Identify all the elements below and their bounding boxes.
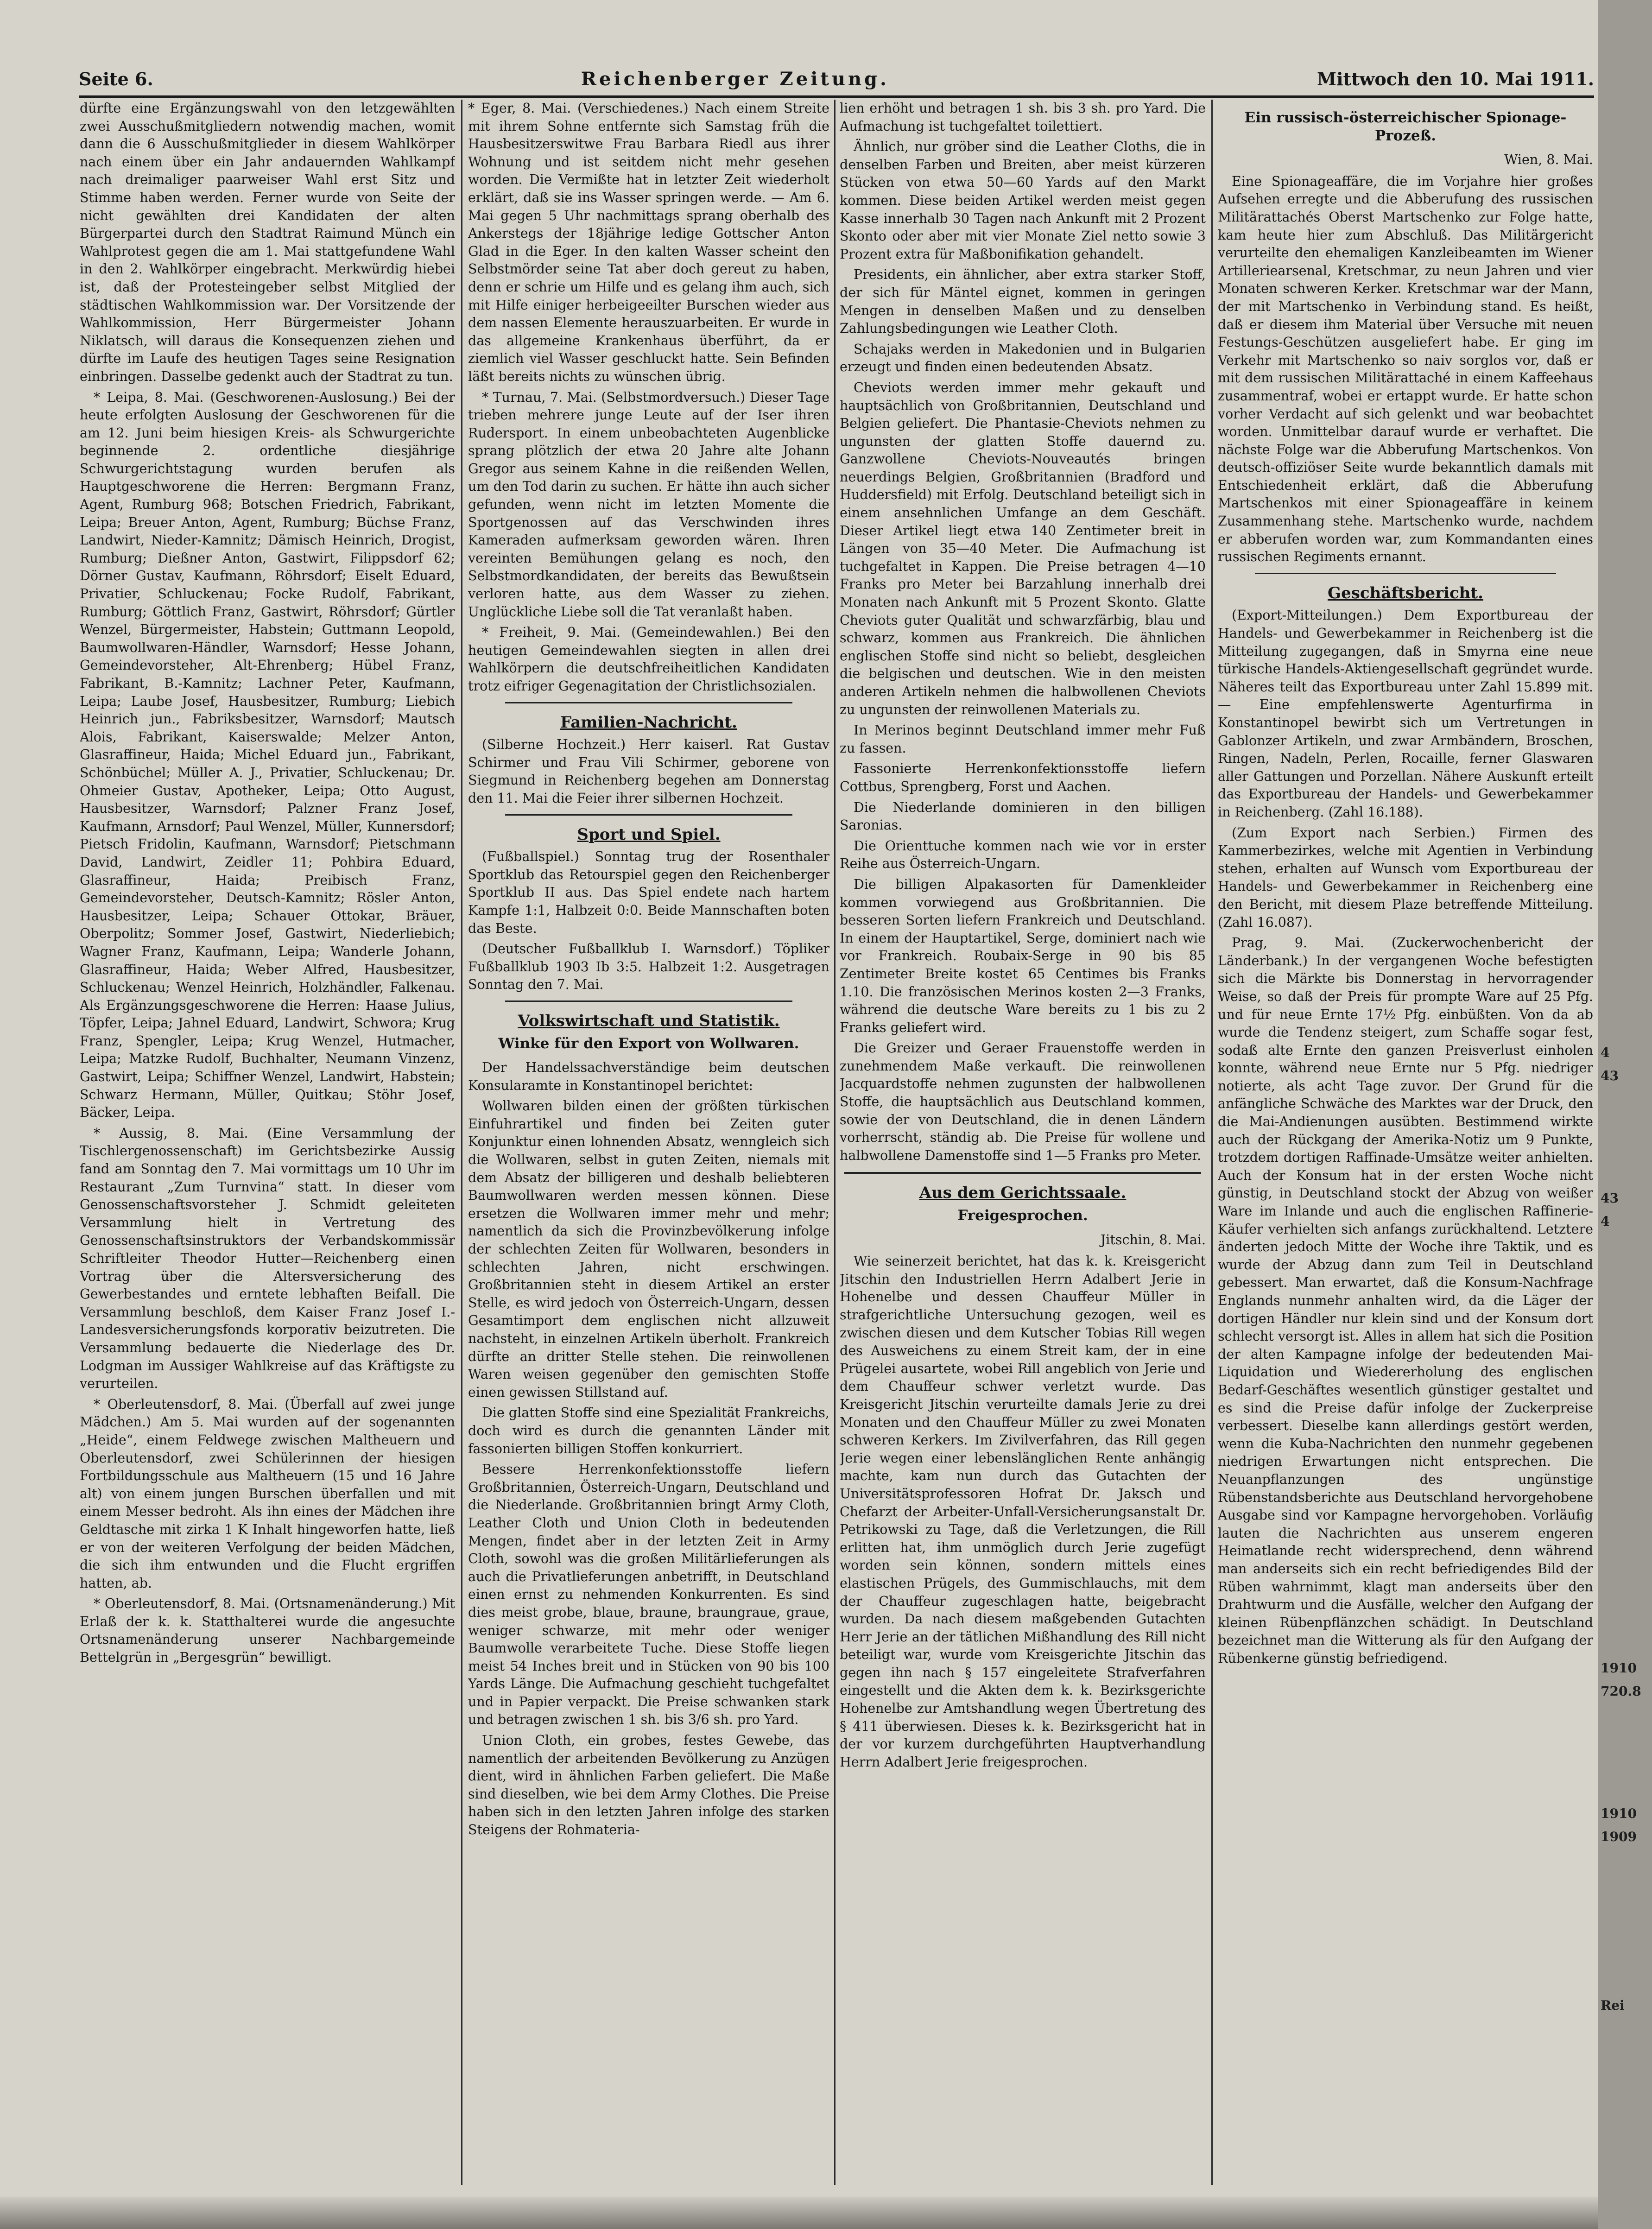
section-rule [844, 1172, 1201, 1174]
section-rule [1255, 573, 1556, 574]
article-paragraph: * Turnau, 7. Mai. (Selbstmordversuch.) Dieser Tage trieben mehrere junge Leute auf der Iser ihren Rudersport. In einem unbeobachteten Augenblicke sprang plötzlich der etwa 20 Jahre alte Johann Gregor aus seinem Kahne in die reißenden Wellen, um den Tod darin zu suchen. Er hätte ihn auch sicher gefunden, wenn nicht im letzten Momente die Sportgenossen auf das Verschwinden ihres Kameraden aufmerksam geworden wären. Ihren vereinten Bemühungen gelang es noch, den Selbstmordkandidaten, der bereits das Bewußtsein verloren hatte, aus dem Wasser zu ziehen. Unglückliche Liebe soll die Tat veranlaßt haben. [468, 389, 829, 620]
article-paragraph: Fassonierte Herrenkonfektionsstoffe liefern Cottbus, Sprengberg, Forst und Aachen. [840, 761, 1206, 794]
dateline: Wien, 8. Mai. [1504, 152, 1593, 168]
margin-fragment: 1910 [1601, 1806, 1637, 1821]
article-paragraph: * Leipa, 8. Mai. (Geschworenen-Auslosung.) Bei der heute erfolgten Auslosung der Geschworenen für die am 12. Juni beim hiesigen Kreis- als Schwurgerichte beginnende 2. ordentliche diesjährige Schwurgerichtstagung wurden berufen als Hauptgeschworene die Herren: Bergmann Franz, Agent, Rumburg 968; Botschen Friedrich, Fabrikant, Leipa; Breuer Anton, Agent, Rumburg; Büchse Franz, Landwirt, Nieder-Kamnitz; Dämisch Heinrich, Drogist, Rumburg; Dießner Anton, Gastwirt, Filippsdorf 62; Dörner Gustav, Kaufmann, Röhrsdorf; Eiselt Eduard, Privatier, Schluckenau; Focke Rudolf, Fabrikant, Rumburg; Göttlich Franz, Gastwirt, Röhrsdorf; Gürtler Wenzel, Bürgermeister, Habstein; Guttmann Leopold, Baumwollwaren-Händler, Warnsdorf; Hesse Johann, Gemeindevorsteher, Alt-Ehrenberg; Hübel Franz, Fabrikant, B.-Kamnitz; Lachner Peter, Kaufmann, Leipa; Laube Josef, Hausbesitzer, Rumburg; Liebich Heinrich jun., Fabriksbesitzer, Warnsdorf; Mautsch Alois, Fabrikant, Kaiserswalde; Melzer Anton, Glasraffineur, Haida; Michel Eduard jun., Fabrikant, Schönbüchel; Müller A. J., Privatier, Schluckenau; Dr. Ohmeier Gustav, Apotheker, Leipa; Otto August, Hausbesitzer, Warnsdorf; Palzner Franz Josef, Kaufmann, Arnsdorf; Paul Wenzel, Müller, Kunnersdorf; Pietsch Fridolin, Kaufmann, Warnsdorf; Pietschmann David, Landwirt, Zeidler 11; Pohbira Eduard, Glasraffineur, Haida; Preibisch Franz, Gemeindevorsteher, Deutsch-Kamnitz; Rösler Anton, Hausbesitzer, Leipa; Schauer Ottokar, Bräuer, Oberpolitz; Sommer Josef, Gastwirt, Niederliebich; Wagner Franz, Kaufmann, Leipa; Wanderle Johann, Glasraffineur, Haida; Weber Alfred, Hausbesitzer, Schluckenau; Wenzel Heinrich, Holzhändler, Falkenau. Als Ergänzungsgeschworene die Herren: Haase Julius, Töpfer, Leipa; Jahnel Eduard, Landwirt, Schwora; Krug Franz, Spengler, Leipa; Krug Wenzel, Hutmacher, Leipa; Matzke Rudolf, Buchhalter, Neumann Vinzenz, Gastwirt, Leipa; Schiffner Wenzel, Landwirt, Habstein; Schwarz Hermann, Müller, Quitkau; Stöhr Josef, Bäcker, Leipa. [80, 389, 455, 1121]
section-heading: Familien-Nachricht. [560, 713, 737, 732]
adjacent-page-edge [1598, 0, 1652, 2229]
article-paragraph: * Eger, 8. Mai. (Verschiedenes.) Nach einem Streite mit ihrem Sohne entfernte sich Samstag früh die Hausbesitzerswitwe Frau Barbara Riedl aus ihrer Wohnung und ist seitdem nicht mehr gesehen worden. Die Vermißte hat in letzter Zeit wiederholt erklärt, daß sie ins Wasser springen werde. — Am 6. Mai gegen 5 Uhr nachmittags sprang oberhalb des Ankerstegs der 18jährige ledige Gottscher Anton Glad in die Eger. In den kalten Wasser scheint den Selbstmörder seine Tat aber doch gereut zu haben, denn er schrie um Hilfe und es gelang ihm auch, sich mit Hilfe einiger herbeigeeilter Burschen wieder aus dem nassen Elemente herauszuarbeiten. Er wurde in das allgemeine Krankenhaus überführt, da er ziemlich viel Wasser geschluckt hatte. Sein Befinden läßt bereits nichts zu wünschen übrig. [468, 101, 829, 384]
header-rule [79, 95, 1594, 98]
column-rule [461, 100, 462, 2185]
page-bottom-edge [0, 2197, 1598, 2229]
column-4 [1218, 100, 1593, 2185]
margin-fragment: 1910 [1601, 1660, 1637, 1676]
section-heading: Volkswirtschaft und Statistik. [518, 1011, 780, 1030]
column-rule [834, 100, 835, 2185]
article-paragraph: Schajaks werden in Makedonien und in Bulgarien erzeugt und finden einen bedeutenden Absatz. [840, 341, 1206, 375]
article-paragraph: Die Greizer und Geraer Frauenstoffe werden in zunehmendem Maße verkauft. Die reinwollenen Jacquardstoffe nehmen zugunsten der halbwollenen Stoffe, die hauptsächlich aus Deutschland kommen, sowie der von Deutschland, die in denen Ländern vorherrscht, ständig ab. Die Preise für wollene und halbwollene Damenstoffe sind 1—5 Franks pro Meter. [840, 1040, 1206, 1163]
article-heading: Ein russisch-österreichischer Spionage-Prozeß. [1244, 109, 1567, 144]
margin-fragment: 43 [1601, 1190, 1619, 1206]
article-paragraph: lien erhöht und betragen 1 sh. bis 3 sh. pro Yard. Die Aufmachung ist tuchgefaltet toilettiert. [840, 101, 1206, 134]
article-paragraph: dürfte eine Ergänzungswahl von den letzgewählten zwei Ausschußmitgliedern notwendig machen, womit dann die 6 Ausschußmitglieder in diesem Wahlkörper nach einem über ein Jahr andauernden Wahlkampf nach dreimaliger paarweiser Wahl erst Sitz und Stimme haben werden. Ferner wurde von Seite der nicht gewählten drei Kandidaten der alten Bürgerpartei durch den Stadtrat Raimund Münch ein Wahlprotest gegen die am 1. Mai stattgefundene Wahl in den 2. Wahlkörper eingebracht. Merkwürdig hiebei ist, daß der Protesteingeber selbst Mitglied der städtischen Wahlkommission war. Der Vorsitzende der Wahlkommission, Herr Bürgermeister Johann Niklatsch, will daraus die Konsequenzen ziehen und dürfte im Laufe des heutigen Tages seine Resignation einbringen. Dasselbe gedenkt auch der Stadtrat zu tun. [80, 101, 455, 384]
column-1 [80, 100, 455, 2185]
article-paragraph: (Deutscher Fußballklub I. Warnsdorf.) Töpliker Fußballklub 1903 Ib 3:5. Halbzeit 1:2. Ausgetragen Sonntag den 7. Mai. [468, 941, 829, 993]
section-rule [505, 1001, 792, 1002]
article-paragraph: * Oberleutensdorf, 8. Mai. (Ortsnamenänderung.) Mit Erlaß der k. k. Statthalterei wurde die angesuchte Ortsnamenänderung unserer Nachbargemeinde Bettelgrün in „Bergesgrün“ bewilligt. [80, 1596, 455, 1665]
section-heading: Geschäftsbericht. [1328, 583, 1483, 602]
article-paragraph: Union Cloth, ein grobes, festes Gewebe, das namentlich der arbeitenden Bevölkerung zu Anzügen dient, wird in ähnlichen Farben geliefert. Die Maße sind dieselben, wie bei dem Army Clothes. Die Preise haben sich in den letzten Jahren infolge des starken Steigens der Rohmateria- [468, 1733, 829, 1838]
article-paragraph: * Aussig, 8. Mai. (Eine Versammlung der Tischlergenossenschaft) im Gerichtsbezirke Aussig fand am Sonntag den 7. Mai vormittags um 10 Uhr im Restaurant „Zum Turnvina“ statt. In dieser vom Genossenschaftsvorsteher J. Schmidt geleiteten Versammlung hielt in Vertretung des Genossenschaftsinstruktors der Verbandskommissär Schriftleiter Theodor Hutter—Reichenberg einen Vortrag über die Altersversicherung des Gewerbestandes und erntete lebhaften Beifall. Die Versammlung beschloß, dem Kaiser Franz Josef I.-Landesversicherungsfonds korporativ beizutreten. Die Versammlung bedauerte die Niederlage des Dr. Lodgman im Aussiger Wahlkreise auf das Kräftigste zu verurteilen. [80, 1125, 455, 1392]
article-paragraph: (Fußballspiel.) Sonntag trug der Rosenthaler Sportklub das Retourspiel gegen den Reichenberger Sportklub II aus. Das Spiel endete nach hartem Kampfe 1:1, Halbzeit 0:0. Beide Mannschaften boten das Beste. [468, 849, 829, 936]
article-paragraph: * Freiheit, 9. Mai. (Gemeindewahlen.) Bei den heutigen Gemeindewahlen siegten in allen drei Wahlkörpern die deutschfreiheitlichen Kandidaten trotz eifriger Gegenagitation der Christlichsozialen. [468, 625, 829, 694]
section-rule [505, 814, 792, 816]
page-number: Seite 6. [79, 68, 153, 89]
article-paragraph: Eine Spionageaffäre, die im Vorjahre hier großes Aufsehen erregte und die Abberufung des russischen Militärattachés Oberst Martschenko zur Folge hatte, kam heute hier zum Abschluß. Das Militärgericht verurteilte den ehemaligen Kanzleibeamten im Wiener Artilleriearsenal, Kretschmar, zu neun Jahren und vier Monaten schweren Kerker. Kretschmar war der Mann, der mit Martschenko in Verbindung stand. Es heißt, daß er diesem ihm Material über Versuche mit neuen Festungs-Geschützen ausgeliefert habe. Er ging im Verkehr mit Martschenko so naiv sorglos vor, daß er mit dem russischen Militärattaché in einem Kaffeehaus zusammentraf, wobei er ertappt wurde. Er hatte schon vorher Verdacht auf sich gelenkt und war beobachtet worden. Unmittelbar darauf wurde er verhaftet. Die nächste Folge war die Abberufung Martschenkos. Von deutsch-offiziöser Seite wurde bekanntlich damals mit Entschiedenheit erklärt, daß die Abberufung Martschenkos mit einer Spionageaffäre in keinem Zusammenhang stehe. Martschenko wurde, nachdem er abberufen worden war, zum Kommandanten eines russischen Regiments ernannt. [1218, 173, 1593, 565]
article-paragraph: Die Niederlande dominieren in den billigen Saronias. [840, 799, 1206, 833]
margin-fragment: 43 [1601, 1068, 1619, 1083]
article-paragraph: Die glatten Stoffe sind eine Spezialität Frankreichs, doch wird es durch die genannten Länder mit fassonierten billigen Stoffen konkurriert. [468, 1405, 829, 1456]
dateline: Jitschin, 8. Mai. [1100, 1232, 1206, 1247]
column-rule [1211, 100, 1213, 2185]
article-paragraph: Die Orienttuche kommen nach wie vor in erster Reihe aus Österreich-Ungarn. [840, 838, 1206, 872]
article-paragraph: (Zum Export nach Serbien.) Firmen des Kammerbezirkes, welche mit Agentien in Verbindung stehen, erhalten auf Wunsch vom Exportbureau der Handels- und Gewerbekammer in Reichenberg eine den Bericht, mit diesem Plaze betreffende Mitteilung. (Zahl 16.087). [1218, 825, 1593, 930]
issue-date: Mittwoch den 10. Mai 1911. [1317, 68, 1594, 89]
section-heading: Sport und Spiel. [577, 825, 721, 844]
article-paragraph: Presidents, ein ähnlicher, aber extra starker Stoff, der sich für Mäntel eignet, kommen in geringen Mengen in denselben Maßen und zu denselben Zahlungsbedingungen wie Leather Cloth. [840, 267, 1206, 336]
article-paragraph: Cheviots werden immer mehr gekauft und hauptsächlich von Großbritannien, Deutschland und Belgien geliefert. Die Phantasie-Cheviots nehmen zu ungunsten der glatten Stoffe dauernd zu. Ganzwollene Cheviots-Nouveautés bringen neuerdings Belgien, Großbritannien (Bradford und Huddersfield) mit Erfolg. Deutschland beteiligt sich in einem ansehnlichen Umfange an dem Geschäft. Dieser Artikel liegt etwa 140 Zentimeter breit in Längen von 35—40 Meter. Die Aufmachung ist tuchgefaltet in Kappen. Die Preise betragen 4—10 Franks pro Meter bei Barzahlung innerhalb drei Monaten nach Ankunft mit 5 Prozent Skonto. Glatte Cheviots guter Qualität und schwarzfärbig, blau und schwarz, kommen aus Frankreich. Die ähnlichen englischen Stoffe sind nicht so beliebt, desgleichen die belgischen und deutschen. Wie in den meisten anderen Artikeln nehmen die halbwollenen Cheviots zu ungunsten der reinwollenen Materials zu. [840, 380, 1206, 717]
column-3 [840, 100, 1206, 2185]
article-paragraph: Der Handelssachverständige beim deutschen Konsularamte in Konstantinopel berichtet: [468, 1060, 829, 1093]
article-paragraph: Die billigen Alpakasorten für Damenkleider kommen vorwiegend aus Großbritannien. Die besseren Sorten liefern Frankreich und Deutschland. In einem der Hauptartikel, Serge, dominiert nach wie vor Frankreich. Roubaix-Serge in 90 bis 85 Zentimeter Breite kostet 65 Centimes bis Franks 1.10. Die französischen Merinos kosten 2—3 Franks, während die deutsche Ware bereits zu 1 bis zu 2 Franks geliefert wird. [840, 876, 1206, 1035]
margin-fragment: 1909 [1601, 1829, 1637, 1844]
article-paragraph: (Silberne Hochzeit.) Herr kaiserl. Rat Gustav Schirmer und Frau Vili Schirmer, geborene von Siegmund in Reichenberg begehen am Donnerstag den 11. Mai die Feier ihrer silbernen Hochzeit. [468, 737, 829, 806]
margin-fragment: Rei [1601, 1998, 1625, 2013]
margin-fragment: 4 [1601, 1214, 1610, 1229]
article-paragraph: Prag, 9. Mai. (Zuckerwochenbericht der Länderbank.) In der vergangenen Woche befestigten sich die Märkte bis Donnerstag in hervorragender Weise, so daß der Preis für prompte Ware auf 25 Pfg. und für neue Ernte 17½ Pfg. einbüßten. Von da ab wurde die Tendenz steigert, zum Schaffe sogar fest, sodaß alte Ernte den ganzen Preisverlust einholen konnte, während neue Ernte nur 5 Pfg. niedriger notierte, als acht Tage zuvor. Der Grund für die anfängliche Schwäche des Marktes war der Druck, den die Mai-Andienungen ausübten. Bestimmend wirkte auch der Rückgang der Amerika-Notiz um 9 Punkte, trotzdem dortigen Raffinade-Umsätze weiter anhielten. Auch der Konsum hat in der ersten Woche nicht günstig, in Deutschland stockt der Abzug von weißer Ware im Inlande und auch die englischen Raffinerie-Käufer verhielten sich anfangs zurückhaltend. Letztere änderten jedoch Mitte der Woche ihre Taktik, und es wurde der Abzug dann zum Teil in Deutschland gebessert. Man erwartet, daß die Konsum-Nachfrage Englands nunmehr anhalten wird, da die Läger der dortigen Händler nur klein sind und der Konsum dort schlecht versorgt ist. Alles in allem hat sich die Position der alten Kampagne infolge der bedeutenden Mai-Liquidation und Wiedererholung des englischen Bedarf-Geschäftes wesentlich günstiger gestaltet und es sind die Preise dafür infolge der Zuckerpreise verbessert. Dieselbe kann allerdings gestört werden, wenn die Kuba-Nachrichten den nunmehr gegebenen niedrigen Erwartungen nicht entsprechen. Die Neuanpflanzungen des ungünstige Rübenstandsberichte aus Deutschland hervorgehobene Ausgabe sind vor Kampagne hervorgehoben. Vorläufig lauten die Nachrichten aus unserem engeren Heimatlande recht widersprechend, denn während man anderseits sich ein recht befriedigendes Bild der Rüben wahrnimmt, klagt man anderseits über den Drahtwurm und die Ausfälle, welcher den Aufgang der kleinen Rübenpflänzchen schädigt. In Deutschland bezeichnet man die Witterung als für den Aufgang der Rübenkerne günstig befriedigend. [1218, 935, 1593, 1666]
column-2 [468, 100, 829, 2185]
article-paragraph: Wollwaren bilden einen der größten türkischen Einfuhrartikel und finden bei Zeiten guter Konjunktur einen lohnenden Absatz, wenngleich sich die Wollwaren, selbst in guten Zeiten, niemals mit dem Absatz der billigeren und deshalb beliebteren Baumwollwaren werden messen können. Diese ersetzen die Wollwaren immer mehr und mehr; namentlich da sich die Provinzbevölkerung infolge der schlechten Zeiten für Wollwaren, besonders in schlechten Jahren, nicht erschwingen. Großbritannien steht in diesem Artikel an erster Stelle, es wird jedoch von Österreich-Ungarn, dessen Gesamtimport dem englischen nicht allzuweit nachsteht, in einzelnen Artikeln überholt. Frankreich dürfte an dritter Stelle stehen. Die reinwollenen Waren weisen gegenüber den gemischten Stoffe einen gewissen Stillstand auf. [468, 1098, 829, 1400]
article-paragraph: In Merinos beginnt Deutschland immer mehr Fuß zu fassen. [840, 722, 1206, 756]
page-header [79, 60, 1594, 97]
newspaper-title: Reichenberger Zeitung. [581, 68, 889, 90]
section-rule [505, 702, 792, 703]
margin-fragment: 720.8 [1601, 1684, 1641, 1699]
article-heading: Winke für den Export von Wollwaren. [498, 1035, 799, 1052]
article-paragraph: Ähnlich, nur gröber sind die Leather Cloths, die in denselben Farben und Breiten, aber meist kürzeren Stücken von etwa 50—60 Yards auf den Markt kommen. Diese beiden Artikel werden meist gegen Kasse innerhalb 30 Tagen nach Ankunft mit 2 Prozent Skonto oder aber mit vier Monate Ziel netto sowie 3 Prozent extra für Maßbonifikation gehandelt. [840, 139, 1206, 262]
article-paragraph: (Export-Mitteilungen.) Dem Exportbureau der Handels- und Gewerbekammer in Reichenberg ist die Mitteilung zugegangen, daß in Smyrna eine neue türkische Handels-Aktiengesellschaft gegründet wurde. Näheres teilt das Exportbureau unter Zahl 15.899 mit. — Eine empfehlenswerte Agenturfirma in Konstantinopel bewirbt sich um Vertretungen in Gablonzer Artikeln, und zwar Armbändern, Broschen, Ringen, Nadeln, Perlen, Rocaille, ferner Glaswaren aller Gattungen und Porzellan. Nähere Auskunft erteilt das Exportbureau der Handels- und Gewerbekammer in Reichenberg. (Zahl 16.188). [1218, 608, 1593, 820]
article-paragraph: Wie seinerzeit berichtet, hat das k. k. Kreisgericht Jitschin den Industriellen Herrn Adalbert Jerie in Hohenelbe und dessen Chauffeur Müller in strafgerichtliche Untersuchung gezogen, weil es zwischen diesen und dem Kutscher Tobias Rill wegen des Ausweichens zu einem Streit kam, der in eine Prügelei ausartete, wobei Rill angeblich von Jerie und dem Chauffeur schwer verletzt wurde. Das Kreisgericht Jitschin verurteilte damals Jerie zu drei Monaten und den Chauffeur Müller zu zwei Monaten schweren Kerkers. Im Zivilverfahren, das Rill gegen Jerie wegen einer lebenslänglichen Rente anhängig machte, kam nun durch das Gutachten der Universitätsprofessoren Hofrat Dr. Jaksch und Chefarzt der Arbeiter-Unfall-Versicherungsanstalt Dr. Petrikowski zu Tage, daß die Verletzungen, die Rill erlitten hat, ihm unmöglich durch Jerie zugefügt worden sein können, sondern mittels eines elastischen Prügels, des Gummischlauchs, mit dem der Chauffeur zugeschlagen hatte, beigebracht wurden. Da nach diesem maßgebenden Gutachten Herr Jerie an der tätlichen Mißhandlung des Rill nicht beteiligt war, wurde vom Kreisgerichte Jitschin das gegen ihn nach § 157 eingeleitete Strafverfahren eingestellt und die Akten dem k. k. Bezirksgerichte Hohenelbe zur Amtshandlung wegen Übertretung des § 411 überwiesen. Dieses k. k. Bezirksgericht hat in der vor kurzem durchgeführten Hauptverhandlung Herrn Adalbert Jerie freigesprochen. [840, 1254, 1206, 1770]
section-heading: Aus dem Gerichtssaale. [919, 1184, 1127, 1203]
article-paragraph: * Oberleutensdorf, 8. Mai. (Überfall auf zwei junge Mädchen.) Am 5. Mai wurden auf der sogenannten „Heide“, einem Feldwege zwischen Maltheuern und Oberleutensdorf, zwei Schülerinnen der hiesigen Fortbildungsschule aus Maltheuern (15 und 16 Jahre alt) von einem jungen Burschen überfallen und mit einem Messer bedroht. Als ihn eines der Mädchen ihre Geldtasche mit zirka 1 K Inhalt hingeworfen hatte, ließ er von der weiteren Verfolgung der beiden Mädchen, die sich ihm entwunden und die Flucht ergriffen hatten, ab. [80, 1396, 455, 1591]
article-heading: Freigesprochen. [957, 1207, 1088, 1224]
margin-fragment: 4 [1601, 1045, 1610, 1060]
article-paragraph: Bessere Herrenkonfektionsstoffe liefern Großbritannien, Österreich-Ungarn, Deutschland und die Niederlande. Großbritannien bringt Army Cloth, Leather Cloth und Union Cloth in bedeutenden Mengen, findet aber in der letzten Zeit in Army Cloth, sowohl was die großen Militärlieferungen als auch die Privatlieferungen anbetrifft, in Deutschland einen ernst zu nehmenden Konkurrenten. Es sind dies meist grobe, blaue, braune, braungraue, graue, weniger schwarze, mit mehr oder weniger Baumwolle verarbeitete Tuche. Diese Stoffe liegen meist 54 Inches breit und in Stücken von 90 bis 100 Yards Länge. Die Aufmachung geschieht tuchgefaltet und in Papier verpackt. Die Preise schwanken stark und betragen zwischen 1 sh. bis 3/6 sh. pro Yard. [468, 1462, 829, 1728]
